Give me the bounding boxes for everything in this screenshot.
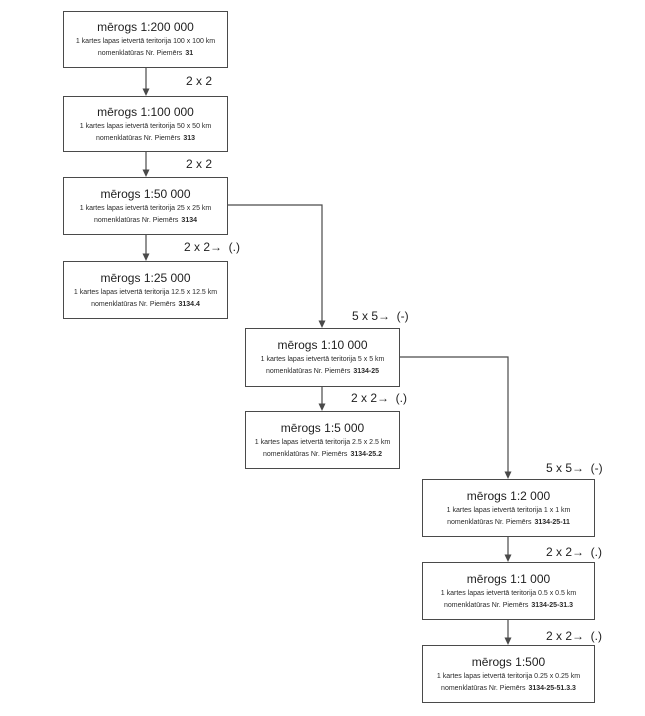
- edge-label-1k-500: 2 x 2→ (.): [546, 629, 603, 643]
- scale-title: mērogs 1:500: [471, 654, 546, 669]
- scale-box-1-50000: [63, 177, 228, 235]
- edge-label-50k-10k: 5 x 5→ (-): [352, 309, 409, 323]
- territory-text: 1 kartes lapas ietvertā teritorija 0.5 x 0.5 km: [440, 589, 577, 597]
- edge-label-200k-100k: 2 x 2: [186, 74, 213, 88]
- arrowhead-icon: [143, 254, 150, 262]
- nomenclature-text: [94, 217, 197, 225]
- scale-box-1-200000: [63, 11, 228, 68]
- nomenclature-text: [91, 301, 200, 309]
- nomenclature-text: [441, 685, 576, 693]
- nomenclature-label: nomenklatūras Nr. Piemērs: [94, 216, 179, 224]
- scale-title: mērogs 1:2 000: [466, 488, 551, 503]
- connector-50k-10k: [228, 205, 322, 322]
- nomenclature-label: nomenklatūras Nr. Piemērs: [95, 134, 181, 142]
- arrowhead-icon: [143, 170, 150, 178]
- scale-box-1-500: [422, 645, 595, 703]
- scale-box-1-100000: [63, 96, 228, 152]
- scale-title: mērogs 1:50 000: [100, 186, 191, 201]
- nomenclature-number: 31: [185, 50, 194, 57]
- nomenclature-text: [444, 602, 573, 610]
- edge-label-10k-5k: 2 x 2→ (.): [351, 391, 408, 405]
- territory-text: 1 kartes lapas ietvertā teritorija 1 x 1 km: [446, 506, 571, 514]
- scale-title: mērogs 1:5 000: [280, 420, 365, 435]
- nomenclature-label: nomenklatūras Nr. Piemērs: [97, 50, 183, 57]
- nomenclature-text: [96, 135, 195, 143]
- scale-title: mērogs 1:200 000: [97, 20, 194, 34]
- edge-label-2k-1k: 2 x 2→ (.): [546, 545, 603, 559]
- nomenclature-label: nomenklatūras Nr. Piemērs: [443, 601, 529, 609]
- scale-box-1-5000: [245, 411, 400, 469]
- nomenclature-text: [447, 519, 570, 527]
- nomenclature-number: 3134-25-11: [534, 518, 570, 526]
- scale-title: mērogs 1:10 000: [277, 338, 368, 352]
- nomenclature-number: 313: [183, 134, 196, 142]
- nomenclature-number: 3134-25: [353, 368, 380, 375]
- scale-box-1-25000: [63, 261, 228, 319]
- arrowhead-icon: [505, 638, 512, 646]
- nomenclature-label: nomenklatūras Nr. Piemērs: [263, 450, 348, 458]
- scale-box-1-10000: [245, 328, 400, 387]
- connector-10k-2k: [400, 357, 508, 473]
- territory-text: 1 kartes lapas ietvertā teritorija 2.5 x 2.5 km: [254, 438, 391, 446]
- nomenclature-number: 3134-25-31.3: [531, 601, 574, 609]
- nomenclature-text: [98, 50, 193, 58]
- nomenclature-number: 3134: [181, 216, 197, 224]
- territory-text: 1 kartes lapas ietvertā teritorija 0.25 x 0.25 km: [436, 672, 581, 680]
- scale-title: mērogs 1:1 000: [466, 571, 551, 586]
- territory-text: 1 kartes lapas ietvertā teritorija 12.5 x 12.5 km: [73, 288, 218, 296]
- edge-label-100k-50k: 2 x 2: [186, 157, 213, 171]
- arrowhead-icon: [319, 321, 326, 329]
- edge-label-50k-25k: 2 x 2→ (.): [184, 240, 241, 254]
- arrowhead-icon: [505, 472, 512, 480]
- territory-text: 1 kartes lapas ietvertā teritorija 100 x 100 km: [75, 38, 216, 45]
- nomenclature-label: nomenklatūras Nr. Piemērs: [265, 368, 351, 375]
- arrowhead-icon: [505, 555, 512, 563]
- nomenclature-text: [266, 368, 379, 376]
- nomenclature-label: nomenklatūras Nr. Piemērs: [91, 300, 176, 308]
- scale-box-1-1000: [422, 562, 595, 620]
- edge-label-10k-2k: 5 x 5→ (-): [546, 461, 603, 475]
- arrowhead-icon: [319, 404, 326, 412]
- nomenclature-label: nomenklatūras Nr. Piemērs: [441, 684, 526, 692]
- nomenclature-number: 3134.4: [178, 300, 200, 308]
- territory-text: 1 kartes lapas ietvertā teritorija 50 x 50 km: [79, 122, 212, 130]
- scale-box-1-2000: [422, 479, 595, 537]
- scale-title: mērogs 1:100 000: [97, 104, 194, 119]
- scale-title: mērogs 1:25 000: [100, 270, 191, 285]
- nomenclature-text: [263, 451, 382, 459]
- territory-text: 1 kartes lapas ietvertā teritorija 5 x 5 km: [260, 356, 385, 363]
- nomenclature-number: 3134-25.2: [350, 450, 382, 458]
- nomenclature-number: 3134-25-51.3.3: [528, 684, 576, 692]
- nomenclature-label: nomenklatūras Nr. Piemērs: [447, 518, 532, 526]
- arrowhead-icon: [143, 89, 150, 97]
- territory-text: 1 kartes lapas ietvertā teritorija 25 x 25 km: [79, 204, 212, 212]
